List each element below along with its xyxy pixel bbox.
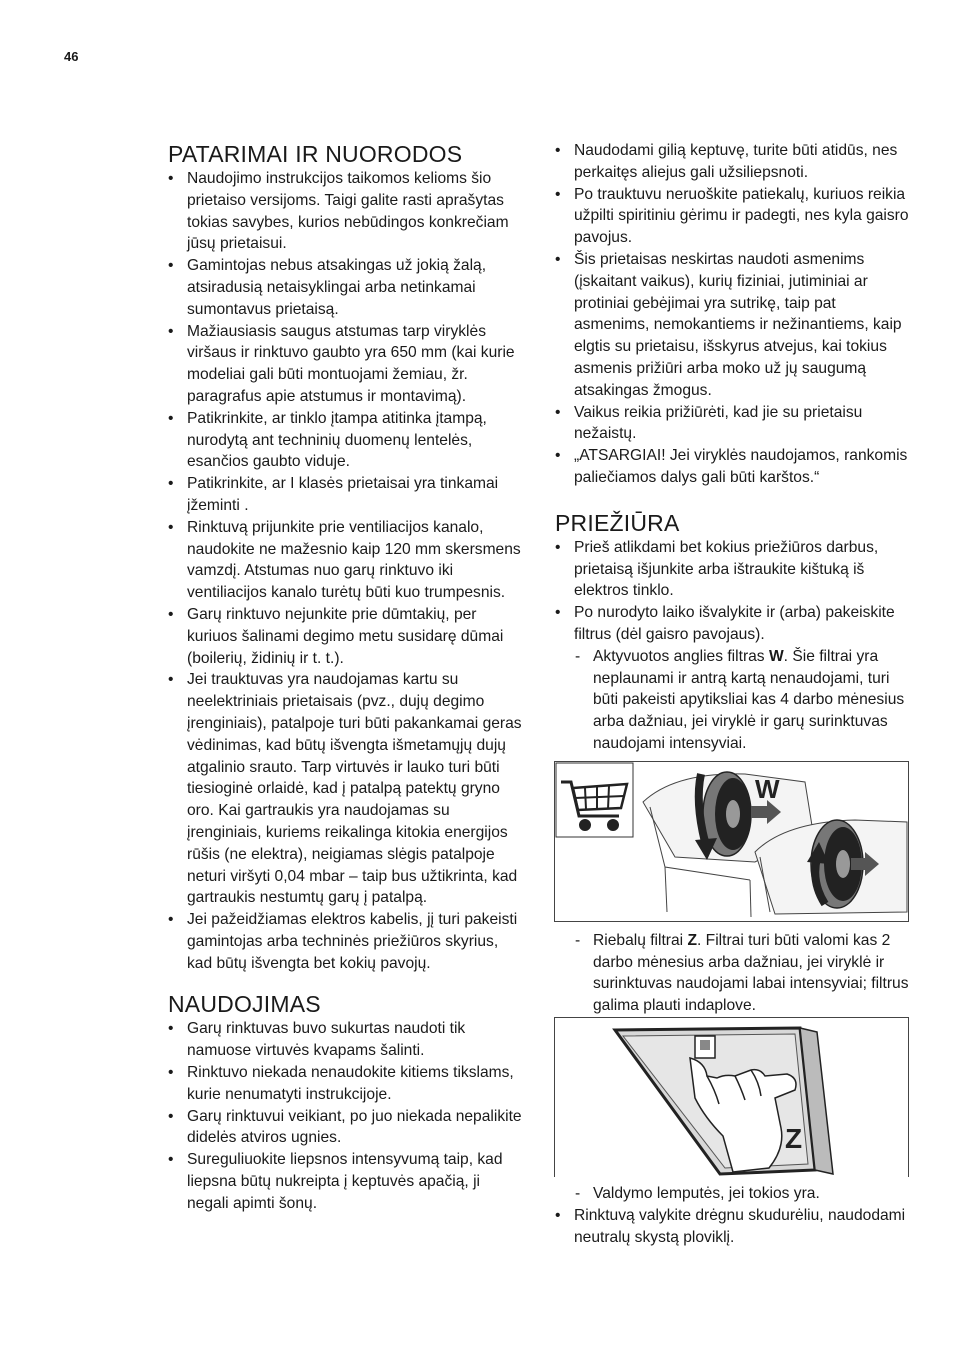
grease-filter-illustration	[555, 1018, 910, 1178]
tips-list	[168, 168, 524, 974]
filter-code-w: W	[768, 647, 784, 665]
section-title-maintenance: PRIEŽIŪRA	[555, 509, 680, 536]
list-item: • Mažiausiasis saugus atstumas tarp viryklės viršaus ir rinktuvo gaubto yra 650 mm (kai kurie modeliai gali būti montuojami žemiau, žr. paragrafus apie atstumus ir montavimą).	[168, 321, 524, 408]
list-item: • Prieš atlikdami bet kokius priežiūros darbus, prietaisą išjunkite arba ištraukite kištuką iš elektros tinklo.	[555, 537, 915, 602]
list-item: • Po trauktuvu neruoškite patiekalų, kuriuos reikia užpilti spiritiniu gėrimu ir padegti, nes kyla gaisro pavojus.	[555, 184, 915, 249]
list-item: • Garų rinktuvas buvo sukurtas naudoti tik namuose virtuvės kvapams šalinti.	[168, 1018, 524, 1062]
left-column	[168, 140, 524, 1215]
lamps-list	[555, 1183, 915, 1205]
charcoal-filter-list	[555, 646, 915, 755]
usage-list	[168, 1018, 524, 1214]
grease-filter-item: - Riebalų filtrai Z. Filtrai turi būti valomi kas 2 darbo mėnesius arba dažniau, jei viryklė ir surinktuvas naudojami labai intensyviai; filtrus galima plauti indaplove.	[555, 930, 915, 1017]
charcoal-filter-illustration	[555, 762, 910, 923]
lamps-item: - Valdymo lemputės, jei tokios yra.	[555, 1183, 915, 1205]
list-item: • Naudodami gilią keptuvę, turite būti atidūs, nes perkaitęs aliejus gali užsiliepsnoti.	[555, 140, 915, 184]
list-item: • „ATSARGIAI! Jei viryklės naudojamos, rankomis paliečiamos dalys gali būti karštos.“	[555, 445, 915, 489]
maintenance-list	[555, 537, 915, 646]
figure-label-z: Z	[785, 1122, 803, 1154]
page-number: 46	[64, 49, 79, 64]
figure-charcoal-filter	[554, 761, 909, 922]
grease-filter-list	[555, 930, 915, 1017]
list-item: • Rinktuvo niekada nenaudokite kitiems tikslams, kurie nenumatyti instrukcijoje.	[168, 1062, 524, 1106]
list-item: • Jei pažeidžiamas elektros kabelis, jį turi pakeisti gamintojas arba techninės priežiūros skyrius, kad būtų išvengta bet kokių pavojų.	[168, 909, 524, 974]
list-item: • Jei trauktuvas yra naudojamas kartu su neelektriniais prietaisais (pvz., dujų degimo įrenginiais), patalpoje turi būti pakankamai geras vėdinimas, kad būtų išvengta išmetamųjų dujų atgalinio srauto. Tarp virtuvės ir lauko turi būti tiesioginė orlaidė, kad į patalpą patektų gryno oro. Kai gartraukis yra naudojamas su įrenginiais, kuriems reikalinga kitokia energijos rūšis (ne elektra), neigiamas slėgis patalpoje neturi viršyti 0,04 mbar – taip bus užtikrinta, kad gartraukis nestumtų garų į patalpą.	[168, 669, 524, 909]
usage-continued-list	[555, 140, 915, 489]
charcoal-filter-item: - Aktyvuotos anglies filtras W. Šie filtrai yra neplaunami ir antrą kartą nenaudojami, turi būti pakeisti apytiksliai kas 4 darbo mėnesius arba dažniau, jei viryklė ir garų surinktuvas naudojami intensyviai.	[555, 646, 915, 755]
filter-handle	[695, 1036, 715, 1058]
list-item: • Garų rinktuvui veikiant, po juo niekada nepalikite didelės atviros ugnies.	[168, 1106, 524, 1150]
section-title-tips: PATARIMAI IR NUORODOS	[168, 141, 463, 167]
list-item: • Rinktuvą valykite drėgnu skudurėliu, naudodami neutralų skystą ploviklį.	[555, 1205, 915, 1249]
list-item: • Rinktuvą prijunkite prie ventiliacijos kanalo, naudokite ne mažesnio kaip 120 mm skersmens vamzdį. Atstumas nuo garų rinktuvo iki ventiliacijos kanalo turėtų būti kuo trumpesnis.	[168, 517, 524, 604]
list-item: • Gamintojas nebus atsakingas už jokią žalą, atsiradusią netaisyklingai arba netinkamai sumontavus prietaisą.	[168, 255, 524, 320]
list-item: • Garų rinktuvo nejunkite prie dūmtakių, per kuriuos šalinami degimo metu susidarę dūmai (boilerių, židinių ir t. t.).	[168, 604, 524, 669]
section-title-usage: NAUDOJIMAS	[168, 991, 321, 1018]
figure-label-w: W	[755, 773, 780, 804]
list-item: • Patikrinkite, ar I klasės prietaisai yra tinkamai įžeminti .	[168, 473, 524, 517]
filter-code-z: Z	[687, 931, 697, 949]
right-column	[555, 140, 915, 1248]
figure-grease-filter	[554, 1017, 909, 1177]
list-item: • Naudojimo instrukcijos taikomos kelioms šio prietaiso versijoms. Taigi galite rasti aprašytas tokias savybes, kurios nebūdingos konkrečiam jūsų prietaisui.	[168, 168, 524, 255]
list-item: • Patikrinkite, ar tinklo įtampa atitinka įtampą, nurodytą ant techninių duomenų lentelės, esančios gaubto viduje.	[168, 408, 524, 473]
list-item: • Po nurodyto laiko išvalykite ir (arba) pakeiskite filtrus (dėl gaisro pavojaus).	[555, 602, 915, 646]
list-item: • Šis prietaisas neskirtas naudoti asmenims (įskaitant vaikus), kurių fiziniai, jutiminiai ar protiniai gebėjimai yra sutrikę, taip pat asmenims, nemokantiems ir nežinantiems, kaip elgtis su prietaisu, išskyrus atvejus, kai tokius asmenis prižiūri arba moko už jų saugumą atsakingas žmogus.	[555, 249, 915, 402]
list-item: • Sureguliuokite liepsnos intensyvumą taip, kad liepsna būtų nukreipta į keptuvės apačią, ji negali apimti šonų.	[168, 1149, 524, 1214]
final-list	[555, 1205, 915, 1249]
list-item: • Vaikus reikia prižiūrėti, kad jie su prietaisu nežaistų.	[555, 402, 915, 446]
